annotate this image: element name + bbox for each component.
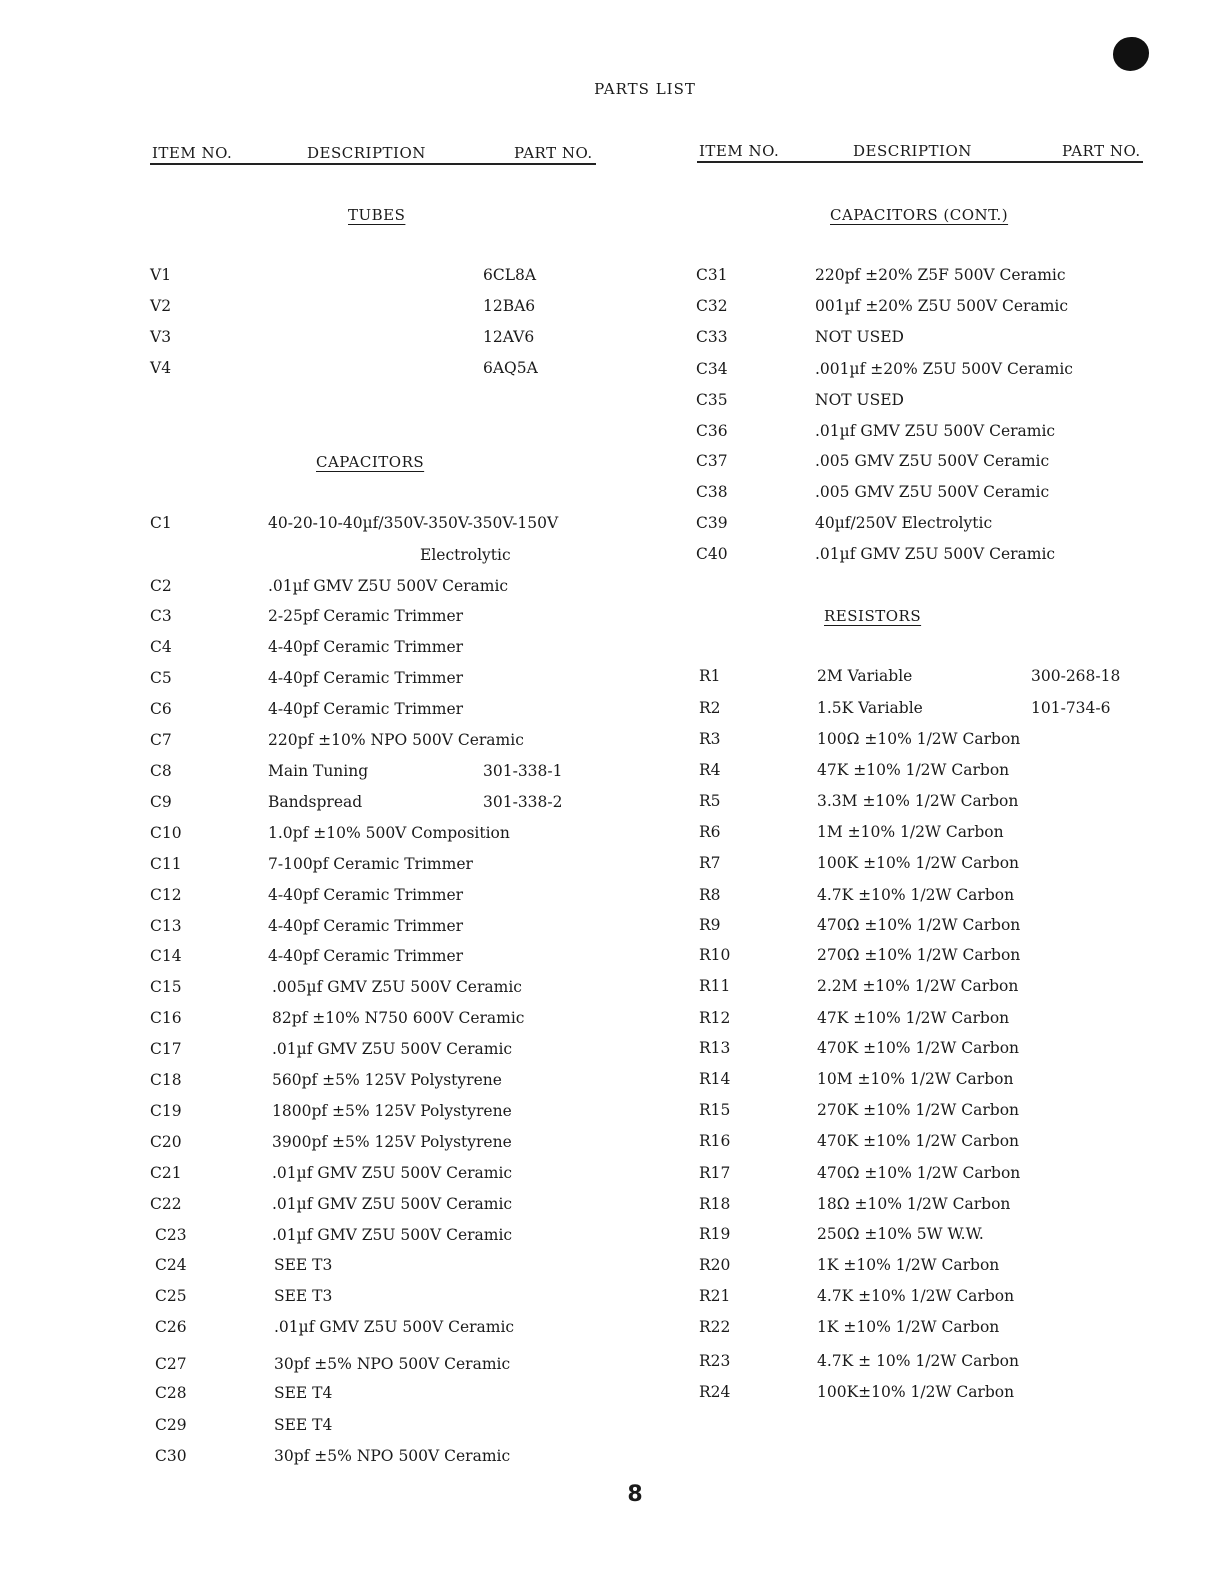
item-no: R18 [699,1195,731,1213]
item-no: C34 [696,360,728,378]
description: 1.5K Variable [817,699,923,717]
c1-continuation: Electrolytic [420,546,511,564]
item-no: C24 [155,1256,187,1274]
item-no: C1 [150,514,172,532]
description: 30pf ±5% NPO 500V Ceramic [274,1355,511,1373]
part-no: 6CL8A [483,266,537,284]
item-no: R23 [699,1352,731,1370]
item-no: C22 [150,1195,182,1213]
item-no: C23 [155,1226,187,1244]
item-no: C12 [150,886,182,904]
page-title: PARTS LIST [594,80,696,98]
description: .01µf GMV Z5U 500V Ceramic [272,1040,513,1058]
item-no: C40 [696,545,728,563]
description: NOT USED [815,328,904,346]
description: 18Ω ±10% 1/2W Carbon [817,1195,1011,1213]
item-no: C39 [696,514,728,532]
part-no: 301-338-1 [483,762,563,780]
ink-blot [1113,37,1149,71]
item-no: C30 [155,1447,187,1465]
item-no: C16 [150,1009,182,1027]
description: .01µf GMV Z5U 500V Ceramic [274,1318,515,1336]
item-no: R13 [699,1039,731,1057]
item-no: R11 [699,977,731,995]
description: 47K ±10% 1/2W Carbon [817,761,1010,779]
item-no: R3 [699,730,721,748]
description: 3.3M ±10% 1/2W Carbon [817,792,1019,810]
item-no: R5 [699,792,721,810]
left-header-rule [150,163,596,165]
item-no: R7 [699,854,721,872]
item-no: C11 [150,855,182,873]
description: 40-20-10-40µf/350V-350V-350V-150V [268,514,559,532]
description: 470K ±10% 1/2W Carbon [817,1132,1020,1150]
section-resistors: RESISTORS [824,607,922,625]
item-no: R16 [699,1132,731,1150]
item-no: C2 [150,577,172,595]
item-no: C13 [150,917,182,935]
description: 4.7K ± 10% 1/2W Carbon [817,1352,1019,1370]
section-capacitors: CAPACITORS [316,453,425,471]
item-no: C6 [150,700,172,718]
description: 100Ω ±10% 1/2W Carbon [817,730,1021,748]
description: 3900pf ±5% 125V Polystyrene [272,1133,512,1151]
description: .001µf ±20% Z5U 500V Ceramic [815,360,1073,378]
item-no: R9 [699,916,721,934]
item-no: R22 [699,1318,731,1336]
item-no: R2 [699,699,721,717]
item-no: C36 [696,422,728,440]
item-no: C5 [150,669,172,687]
item-no: R14 [699,1070,731,1088]
description: 470Ω ±10% 1/2W Carbon [817,916,1021,934]
item-no: R4 [699,761,721,779]
description: 270K ±10% 1/2W Carbon [817,1101,1020,1119]
item-no: R1 [699,667,721,685]
description: 2M Variable [817,667,913,685]
description: SEE T4 [274,1416,333,1434]
item-no: R17 [699,1164,731,1182]
description: 1800pf ±5% 125V Polystyrene [272,1102,512,1120]
description: 4-40pf Ceramic Trimmer [268,917,464,935]
item-no: C8 [150,762,172,780]
item-no: C31 [696,266,728,284]
part-no: 6AQ5A [483,359,538,377]
item-no: R19 [699,1225,731,1243]
item-no: C21 [150,1164,182,1182]
description: 47K ±10% 1/2W Carbon [817,1009,1010,1027]
item-no: R15 [699,1101,731,1119]
description: .01µf GMV Z5U 500V Ceramic [815,545,1056,563]
description: 2.2M ±10% 1/2W Carbon [817,977,1019,995]
part-no: 12AV6 [483,328,535,346]
item-no: C15 [150,978,182,996]
description: NOT USED [815,391,904,409]
description: 470Ω ±10% 1/2W Carbon [817,1164,1021,1182]
item-no: C3 [150,607,172,625]
description: 1K ±10% 1/2W Carbon [817,1318,1000,1336]
description: 4-40pf Ceramic Trimmer [268,700,464,718]
part-no: 300-268-18 [1031,667,1121,685]
description: 4-40pf Ceramic Trimmer [268,669,464,687]
item-no: R12 [699,1009,731,1027]
item-no: C27 [155,1355,187,1373]
right-header-description: DESCRIPTION [853,142,972,160]
item-no: C18 [150,1071,182,1089]
description: SEE T3 [274,1256,333,1274]
description: Main Tuning [268,762,369,780]
item-no: C28 [155,1384,187,1402]
description: .01µf GMV Z5U 500V Ceramic [272,1226,513,1244]
description: 470K ±10% 1/2W Carbon [817,1039,1020,1057]
description: 4-40pf Ceramic Trimmer [268,947,464,965]
description: .005 GMV Z5U 500V Ceramic [815,452,1050,470]
item-no: R20 [699,1256,731,1274]
right-header-item: ITEM NO. [699,142,780,160]
left-header-description: DESCRIPTION [307,144,426,162]
item-no: R24 [699,1383,731,1401]
description: SEE T3 [274,1287,333,1305]
page-number: 8 [627,1482,643,1507]
description: 4.7K ±10% 1/2W Carbon [817,886,1015,904]
item-no: C9 [150,793,172,811]
description: SEE T4 [274,1384,333,1402]
item-no: R8 [699,886,721,904]
description: 82pf ±10% N750 600V Ceramic [272,1009,525,1027]
item-no: C33 [696,328,728,346]
description: Bandspread [268,793,363,811]
description: .005 GMV Z5U 500V Ceramic [815,483,1050,501]
item-no: C38 [696,483,728,501]
item-no: V3 [150,328,172,346]
item-no: C25 [155,1287,187,1305]
description: 220pf ±10% NPO 500V Ceramic [268,731,524,749]
item-no: C14 [150,947,182,965]
description: .01µf GMV Z5U 500V Ceramic [815,422,1056,440]
right-header-part: PART NO. [1062,142,1141,160]
description: 30pf ±5% NPO 500V Ceramic [274,1447,511,1465]
item-no: C17 [150,1040,182,1058]
left-header-item: ITEM NO. [152,144,233,162]
item-no: C29 [155,1416,187,1434]
item-no: C19 [150,1102,182,1120]
item-no: C35 [696,391,728,409]
item-no: C32 [696,297,728,315]
left-header-part: PART NO. [514,144,593,162]
description: 4.7K ±10% 1/2W Carbon [817,1287,1015,1305]
item-no: R21 [699,1287,731,1305]
section-tubes: TUBES [348,206,406,224]
description: 40µf/250V Electrolytic [815,514,993,532]
part-no: 12BA6 [483,297,536,315]
description: 1K ±10% 1/2W Carbon [817,1256,1000,1274]
description: 2-25pf Ceramic Trimmer [268,607,464,625]
description: 560pf ±5% 125V Polystyrene [272,1071,502,1089]
description: 10M ±10% 1/2W Carbon [817,1070,1014,1088]
item-no: V2 [150,297,172,315]
right-header-rule [697,161,1143,163]
item-no: C4 [150,638,172,656]
description: 100K±10% 1/2W Carbon [817,1383,1015,1401]
description: 4-40pf Ceramic Trimmer [268,638,464,656]
description: 1.0pf ±10% 500V Composition [268,824,510,842]
description: 4-40pf Ceramic Trimmer [268,886,464,904]
item-no: C37 [696,452,728,470]
item-no: C10 [150,824,182,842]
description: .005µf GMV Z5U 500V Ceramic [272,978,522,996]
description: 7-100pf Ceramic Trimmer [268,855,473,873]
description: .01µf GMV Z5U 500V Ceramic [272,1195,513,1213]
description: 100K ±10% 1/2W Carbon [817,854,1020,872]
description: 220pf ±20% Z5F 500V Ceramic [815,266,1066,284]
description: .01µf GMV Z5U 500V Ceramic [268,577,509,595]
description: .01µf GMV Z5U 500V Ceramic [272,1164,513,1182]
item-no: R6 [699,823,721,841]
item-no: C20 [150,1133,182,1151]
description: 270Ω ±10% 1/2W Carbon [817,946,1021,964]
item-no: C7 [150,731,172,749]
item-no: V4 [150,359,172,377]
part-no: 101-734-6 [1031,699,1111,717]
description: 1M ±10% 1/2W Carbon [817,823,1004,841]
item-no: C26 [155,1318,187,1336]
item-no: R10 [699,946,731,964]
part-no: 301-338-2 [483,793,563,811]
description: 250Ω ±10% 5W W.W. [817,1225,984,1243]
section-capacitors-cont: CAPACITORS (CONT.) [830,206,1009,224]
item-no: V1 [150,266,172,284]
description: 001µf ±20% Z5U 500V Ceramic [815,297,1069,315]
